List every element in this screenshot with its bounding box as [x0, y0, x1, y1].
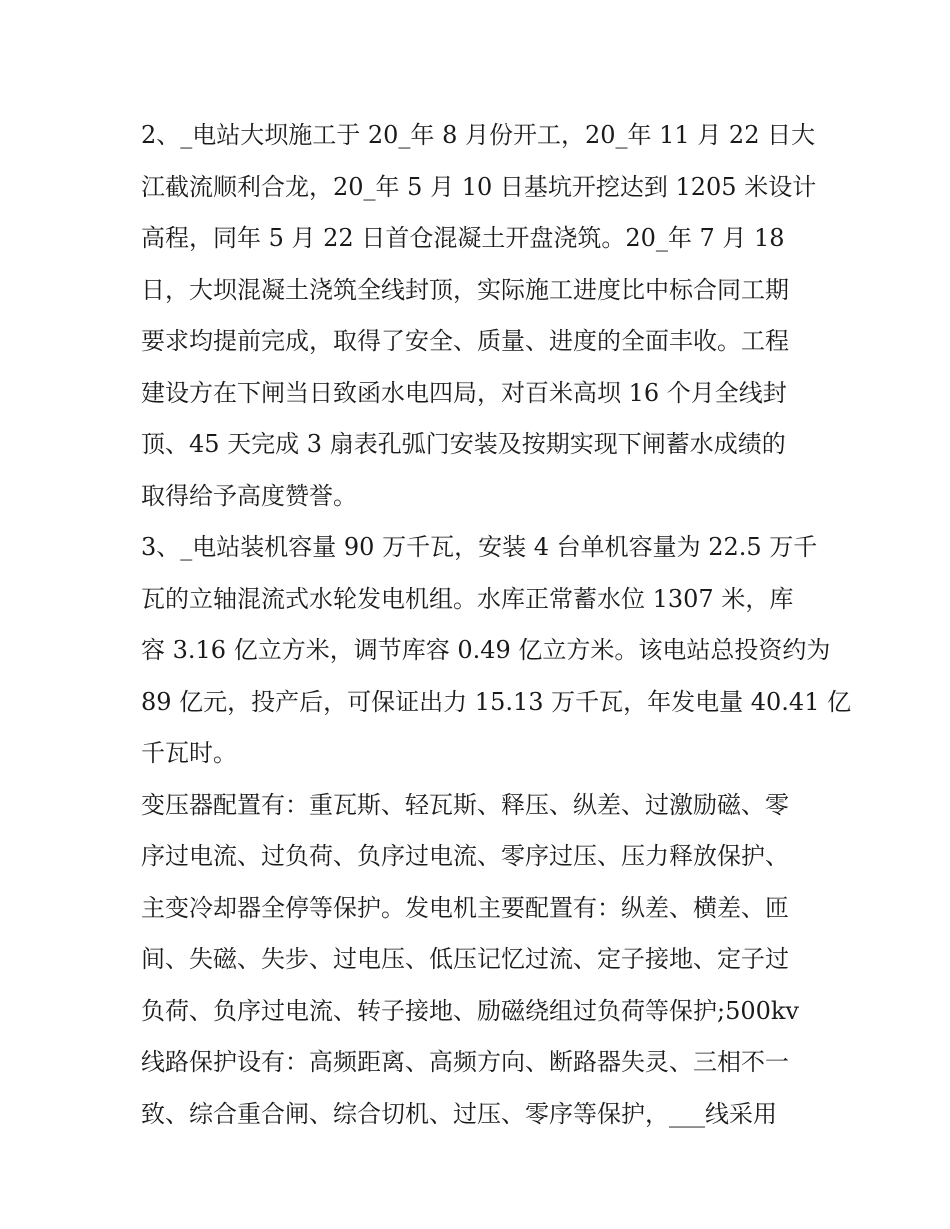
text-line: 负荷、负序过电流、转子接地、励磁绕组过负荷等保护;500kv — [141, 996, 799, 1025]
text-line: 致、综合重合闸、综合切机、过压、零序等保护，___线采用 — [141, 1099, 777, 1128]
text-line: 取得给予高度赞誉。 — [141, 481, 357, 510]
text-line: 顶、45 天完成 3 扇表孔弧门安装及按期实现下闸蓄水成绩的 — [141, 430, 786, 458]
paragraph-dam-construction — [141, 110, 821, 522]
text-line: 变压器配置有：重瓦斯、轻瓦斯、释压、纵差、过激励磁、零 — [141, 790, 789, 819]
text-line: 建设方在下闸当日致函水电四局，对百米高坝 16 个月全线封 — [141, 378, 787, 407]
text-line: 江截流顺利合龙，20_年 5 月 10 日基坑开挖达到 1205 米设计 — [141, 172, 817, 201]
paragraph-protection-config — [141, 780, 821, 1141]
text-line: 日，大坝混凝土浇筑全线封顶，实际施工进度比中标合同工期 — [141, 275, 789, 304]
text-line: 主变冷却器全停等保护。发电机主要配置有：纵差、横差、匝 — [141, 893, 789, 922]
text-line: 高程，同年 5 月 22 日首仓混凝土开盘浇筑。20_年 7 月 18 — [141, 224, 785, 252]
text-line: 序过电流、过负荷、负序过电流、零序过压、压力释放保护、 — [141, 842, 789, 870]
text-line: 要求均提前完成，取得了安全、质量、进度的全面丰收。工程 — [141, 327, 789, 355]
text-line: 千瓦时。 — [141, 739, 237, 767]
text-line: 间、失磁、失步、过电压、低压记忆过流、定子接地、定子过 — [141, 945, 789, 973]
text-line: 瓦的立轴混流式水轮发电机组。水库正常蓄水位 1307 米，库 — [141, 584, 794, 613]
text-line: 3、_电站装机容量 90 万千瓦，安装 4 台单机容量为 22.5 万千 — [141, 533, 818, 561]
text-line: 2、_电站大坝施工于 20_年 8 月份开工，20_年 11 月 22 日大 — [141, 121, 816, 149]
text-line: 89 亿元，投产后，可保证出力 15.13 万千瓦，年发电量 40.41 亿 — [141, 687, 852, 716]
document-body — [141, 110, 852, 1140]
text-line: 容 3.16 亿立方米，调节库容 0.49 亿立方米。该电站总投资约为 — [141, 636, 831, 664]
text-line: 线路保护设有：高频距离、高频方向、断路器失灵、三相不一 — [141, 1048, 789, 1076]
paragraph-installed-capacity — [141, 522, 852, 780]
